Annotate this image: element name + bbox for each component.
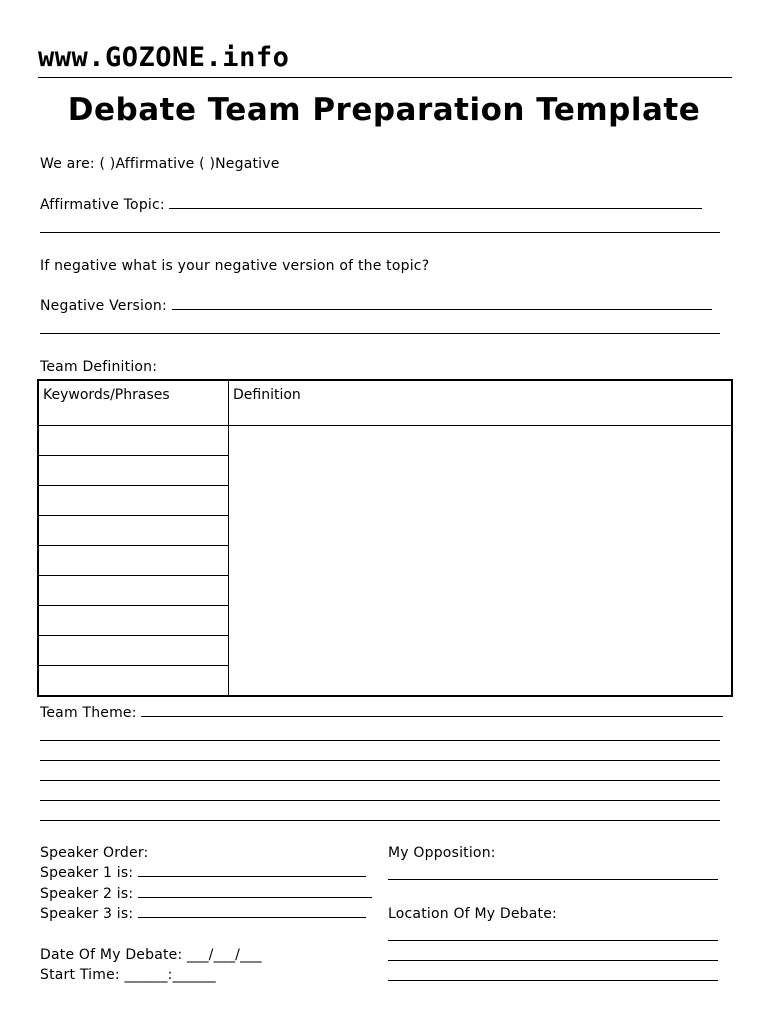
keyword-cell[interactable] <box>38 456 229 486</box>
site-url[interactable]: www.GOZONE.info <box>38 42 290 73</box>
affirmative-topic-label: Affirmative Topic: <box>40 197 165 213</box>
start-time-label[interactable]: Start Time: ______:______ <box>40 967 216 983</box>
location-line <box>388 906 557 922</box>
table-row <box>38 426 732 456</box>
team-theme-blank-2[interactable] <box>40 740 720 741</box>
team-theme-blank-5[interactable] <box>40 800 720 801</box>
speaker3-label: Speaker 3 is: <box>40 906 134 922</box>
col-definition-header: Definition <box>229 380 733 426</box>
negative-question: If negative what is your negative version of the topic? <box>40 258 430 274</box>
keyword-cell[interactable] <box>38 606 229 636</box>
negative-version-line <box>40 298 712 314</box>
team-theme-blank-3[interactable] <box>40 760 720 761</box>
speaker2-blank[interactable] <box>138 886 372 898</box>
speaker1-label: Speaker 1 is: <box>40 865 134 881</box>
team-theme-blank[interactable] <box>141 705 723 717</box>
team-theme-label: Team Theme: <box>40 705 137 721</box>
team-definition-line <box>40 359 157 375</box>
speaker1-line <box>40 865 366 881</box>
keyword-cell[interactable] <box>38 486 229 516</box>
start-time-line <box>40 967 216 983</box>
speaker2-line <box>40 886 372 902</box>
speaker-order-line <box>40 845 148 861</box>
keyword-cell[interactable] <box>38 636 229 666</box>
speaker3-blank[interactable] <box>138 906 366 918</box>
affirmative-topic-blank-2[interactable] <box>40 232 720 233</box>
col-keywords-header: Keywords/Phrases <box>38 380 229 426</box>
definition-cell[interactable] <box>229 426 733 697</box>
location-label: Location Of My Debate: <box>388 906 557 922</box>
affirmative-topic-blank[interactable] <box>169 197 702 209</box>
negative-version-blank-2[interactable] <box>40 333 720 334</box>
definition-table <box>37 379 733 697</box>
negative-version-blank[interactable] <box>172 298 712 310</box>
location-blank-1[interactable] <box>388 940 718 941</box>
table-header-row <box>38 380 732 426</box>
affirmative-topic-line <box>40 197 702 213</box>
speaker2-label: Speaker 2 is: <box>40 886 134 902</box>
speaker-order-label: Speaker Order: <box>40 845 149 861</box>
date-line <box>40 947 262 963</box>
opposition-line <box>388 845 496 861</box>
keyword-cell[interactable] <box>38 426 229 456</box>
header-divider <box>38 77 732 78</box>
negative-question-line <box>40 258 429 274</box>
date-label[interactable]: Date Of My Debate: ___/___/___ <box>40 947 262 963</box>
location-blank-2[interactable] <box>388 960 718 961</box>
opposition-label: My Opposition: <box>388 845 496 861</box>
team-definition-label: Team Definition: <box>40 359 158 375</box>
opposition-blank[interactable] <box>388 879 718 880</box>
keyword-cell[interactable] <box>38 576 229 606</box>
keyword-cell[interactable] <box>38 666 229 697</box>
speaker3-line <box>40 906 366 922</box>
negative-version-label: Negative Version: <box>40 298 167 314</box>
we-are-line <box>40 156 280 172</box>
location-blank-3[interactable] <box>388 980 718 981</box>
team-theme-blank-4[interactable] <box>40 780 720 781</box>
we-are-text: We are: ( )Affirmative ( )Negative <box>40 156 280 172</box>
team-theme-blank-6[interactable] <box>40 820 720 821</box>
keyword-cell[interactable] <box>38 516 229 546</box>
page-title: Debate Team Preparation Template <box>67 92 701 128</box>
keyword-cell[interactable] <box>38 546 229 576</box>
team-theme-line <box>40 705 723 721</box>
speaker1-blank[interactable] <box>138 865 366 877</box>
